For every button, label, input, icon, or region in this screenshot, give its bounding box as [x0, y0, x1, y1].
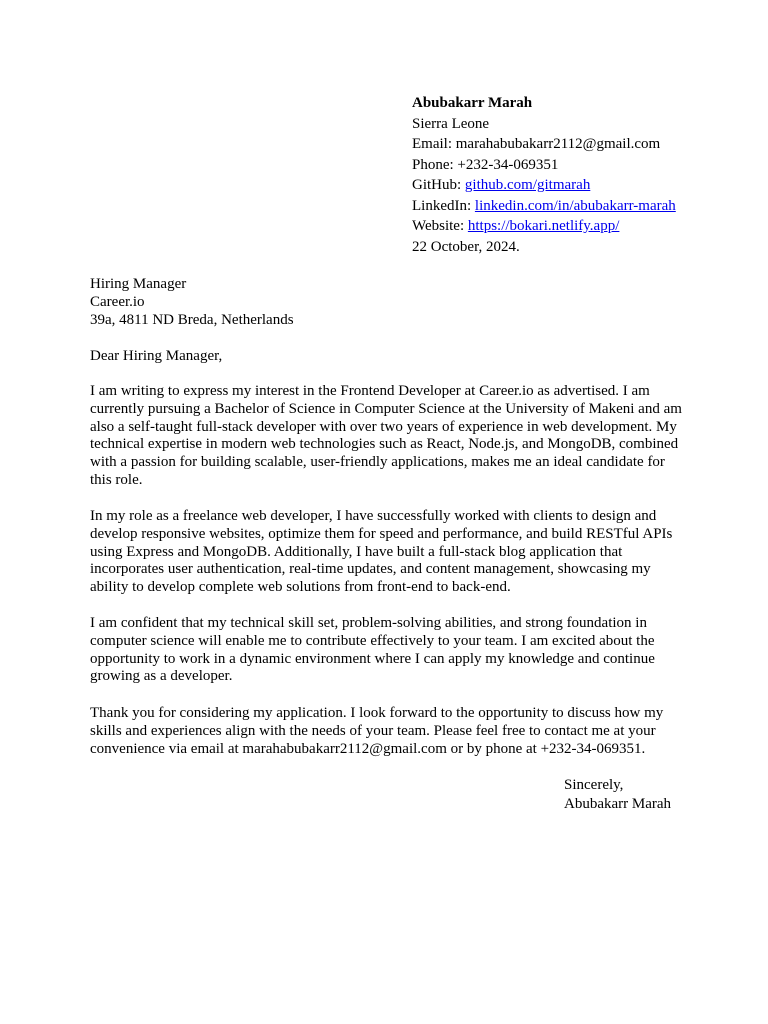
website-link[interactable]: https://bokari.netlify.app/ — [467, 218, 620, 234]
sender-country: Sierra Leone — [412, 115, 490, 132]
valediction: Sincerely, — [564, 777, 624, 793]
recipient-company: Career.io — [90, 294, 145, 310]
sender-name: Abubakarr Marah — [412, 95, 533, 111]
github-link[interactable]: github.com/gitmarah — [464, 177, 591, 193]
recipient-block — [90, 275, 294, 329]
body-paragraph-4: Thank you for considering my application. I look forward to the opportunity to discuss how my skills and experiences align with the needs of your team. Please feel free to contact me at your convenience via email at marahabubakarr2112@gmail.com or by phone at +232-34-069351. — [90, 705, 664, 757]
recipient-title: Hiring Manager — [90, 276, 187, 292]
body-paragraph-2: In my role as a freelance web developer, I have successfully worked with clients to design and develop responsive websites, optimize them for speed and performance, and build RESTful APIs using Express and MongoDB. Additionally, I have built a full-stack blog application that incorporates user authentication, real-time updates, and content management, showcasing my ability to develop complete web solutions from front-end to back-end. — [90, 508, 673, 596]
sender-website-line — [412, 216, 752, 237]
sender-phone-line — [412, 155, 752, 176]
salutation: Dear Hiring Manager, — [90, 348, 223, 364]
website-label: Website: — [412, 218, 468, 234]
email-value: marahabubakarr2112@gmail.com — [455, 136, 661, 152]
sender-github-line — [412, 175, 752, 196]
phone-label: Phone: — [412, 156, 458, 173]
linkedin-label: LinkedIn: — [412, 197, 475, 214]
closing-block — [564, 776, 671, 814]
phone-value: +232-34-069351 — [457, 156, 559, 173]
sender-block — [412, 93, 752, 257]
body-paragraph-3: I am confident that my technical skill set, problem-solving abilities, and strong foundation in computer science will enable me to contribute effectively to your team. I am excited about the opportunity to work in a dynamic environment where I can apply my knowledge and continue growing as a developer. — [90, 615, 655, 685]
recipient-address: 39a, 4811 ND Breda, Netherlands — [90, 312, 294, 328]
letter-date: 22 October, 2024. — [412, 238, 520, 255]
github-label: GitHub: — [412, 177, 465, 193]
sender-email-line — [412, 134, 752, 155]
body-paragraph-1: I am writing to express my interest in the Frontend Developer at Career.io as advertised. I am currently pursuing a Bachelor of Science in Computer Science at the University of Makeni and am also a self-taught full-stack developer with over two years of experience in web development. My technical expertise in modern web technologies such as React, Node.js, and MongoDB, combined with a passion for building scalable, user-friendly applications, makes me an ideal candidate for this role. — [90, 383, 682, 488]
linkedin-link[interactable]: linkedin.com/in/abubakarr-marah — [474, 197, 676, 214]
signature-name: Abubakarr Marah — [564, 796, 672, 812]
email-label: Email: — [412, 136, 456, 152]
sender-linkedin-line — [412, 196, 752, 217]
